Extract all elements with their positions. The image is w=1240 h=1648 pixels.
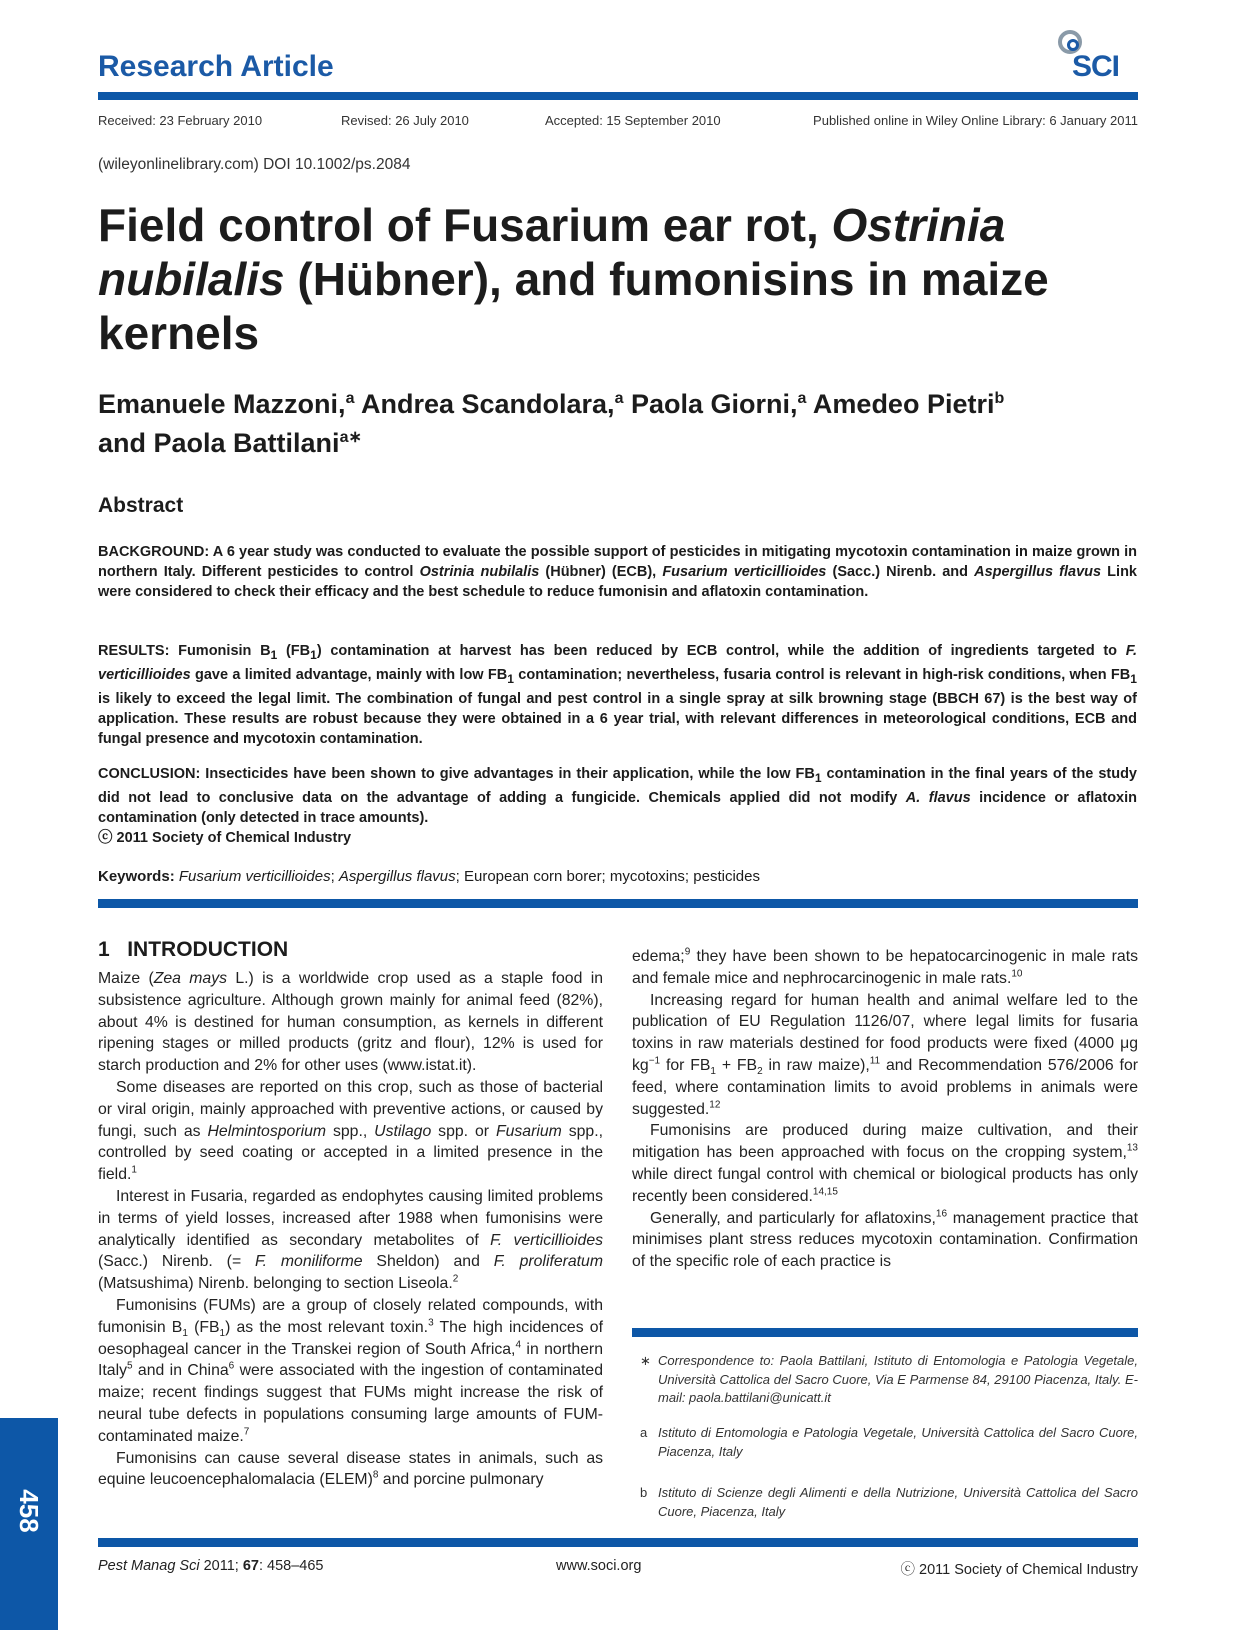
- paragraph: Fumonisins can cause several disease states in animals, such as equine leucoencephalomalacia (ELEM)$^8$ and porcine pulmonary: [98, 1449, 603, 1489]
- doi: (wileyonlinelibrary.com) DOI 10.1002/ps.2084: [98, 156, 411, 173]
- affiliation-a: Istituto di Entomologia e Patologia Vegetale, Università Cattolica del Sacro Cuore, Piacenza, Italy: [658, 1425, 1138, 1459]
- header-rule: [98, 92, 1138, 100]
- author-1-affiliation: a: [345, 390, 355, 407]
- logo-text: SCI: [1072, 50, 1120, 83]
- footnote-rule: [632, 1328, 1138, 1337]
- author-5: and Paola Battilani: [98, 428, 340, 458]
- sci-logo: [1058, 30, 1138, 84]
- article-title: [98, 198, 1148, 360]
- section-label: Research Article: [98, 50, 334, 83]
- keywords-label: Keywords:: [98, 868, 175, 885]
- abstract-heading: Abstract: [98, 494, 184, 517]
- affiliation-b-marker: b: [640, 1485, 648, 1500]
- keywords-text: Fusarium verticillioides; Aspergillus flavus; European corn borer; mycotoxins; pesticides: [178, 868, 760, 885]
- author-list: [98, 382, 1148, 460]
- accepted-date: Accepted: 15 September 2010: [545, 113, 721, 128]
- published-date: Published online in Wiley Online Library: 6 January 2011: [813, 113, 1138, 128]
- keywords: [98, 868, 760, 885]
- paragraph: Interest in Fusaria, regarded as endophytes causing limited problems in terms of yield losses, increased after 1988 when fumonisins were analytically identified as secondary metabolites of F. verticillioides (Sacc.) Nirenb. (= F. moniliforme Sheldon) and F. proliferatum (Matsushima) Nirenb. belonging to section Liseola.$^2$: [98, 1187, 604, 1293]
- author-2-affiliation: a: [614, 390, 624, 407]
- paragraph: Generally, and particularly for aflatoxins,$^{16}$ management practice that minimises plant stress reduces mycotoxin contamination. Confirmation of the specific role of each practice is: [632, 1208, 1138, 1271]
- section-number: 1: [98, 938, 110, 961]
- right-column: [632, 946, 1138, 1273]
- abstract-rule: [98, 899, 1138, 908]
- title-part-1: Field control of Fusarium ear rot,: [98, 199, 832, 251]
- revised-date: Revised: 26 July 2010: [341, 113, 469, 128]
- author-4: Amedeo Pietri: [806, 389, 995, 419]
- left-column: [98, 968, 603, 1491]
- title-part-2: Ostrinia nubilalis: [98, 199, 1006, 305]
- paragraph: edema;$^9$ they have been shown to be hepatocarcinogenic in male rats and female mice and nephrocarcinogenic in male rats.$^{10}$: [632, 946, 1138, 987]
- abstract-background: BACKGROUND: A 6 year study was conducted to evaluate the possible support of pesticides in mitigating mycotoxin contamination in maize grown in northern Italy. Different pesticides to control Ostrinia nubilalis (Hübner) (ECB), Fusarium verticillioides (Sacc.) Nirenb. and Aspergillus flavus Link were considered to check their efficacy and the best schedule to reduce fumonisin and aflatoxin contamination.: [98, 544, 1137, 600]
- section-title: INTRODUCTION: [127, 938, 289, 961]
- affiliation-b: Istituto di Scienze degli Alimenti e della Nutrizione, Università Cattolica del Sacro Cuore, Piacenza, Italy: [658, 1485, 1138, 1519]
- correspondence-marker: ∗: [640, 1353, 651, 1368]
- author-5-affiliation: a∗: [339, 429, 362, 446]
- abstract-conclusion-text: CONCLUSION: Insecticides have been shown to give advantages in their application, while the low $FB_1$ contamination in the final years of the study did not lead to conclusive data on the advantage of adding a fungicide. Chemicals applied did not modify A. flavus incidence or aflatoxin contamination (only detected in trace amounts).: [98, 766, 1137, 826]
- footer-rule: [98, 1538, 1138, 1547]
- author-1: Emanuele Mazzoni,: [98, 389, 346, 419]
- paragraph: Fumonisins are produced during maize cultivation, and their mitigation has been approached with focus on the cropping system,$^{13}$ while direct fungal control with chemical or biological products has only recently been considered.$^{14,15}$: [632, 1122, 1138, 1205]
- journal-citation: Pest Manag Sci 2011; 67: 458–465: [98, 1558, 324, 1574]
- author-2: Andrea Scandolara,: [354, 389, 615, 419]
- correspondence-footnote: Correspondence to: Paola Battilani, Istituto di Entomologia e Patologia Vegetale, Università Cattolica del Sacro Cuore, Via E Parmense 84, 29100 Piacenza, Italy. E-mail: paola.battilani@unicatt.it: [658, 1353, 1138, 1405]
- journal-website[interactable]: www.soci.org: [556, 1558, 642, 1574]
- author-3: Paola Giorni,: [623, 389, 798, 419]
- paragraph: Increasing regard for human health and animal welfare led to the publication of EU Regulation 1126/07, where legal limits for fusaria toxins in raw materials destined for food products were fixed (4000 μg $kg^{-1}$ for $FB_1 + FB_2$ in raw maize),$^{11}$ and Recommendation 576/2006 for feed, where contamination limits to avoid problems in animals were suggested.$^{12}$: [632, 991, 1138, 1118]
- affiliation-a-marker: a: [640, 1425, 648, 1440]
- section-heading: [98, 938, 288, 962]
- abstract-conclusion: [98, 764, 1137, 848]
- abstract-copyright: ⓒ 2011 Society of Chemical Industry: [98, 829, 352, 846]
- author-4-affiliation: b: [994, 390, 1005, 407]
- footer-copyright: ⓒ 2011 Society of Chemical Industry: [900, 1562, 1138, 1578]
- abstract-results: RESULTS: Fumonisin $B_1$ $(FB_1)$ contamination at harvest has been reduced by ECB control, while the addition of ingredients targeted to F. verticillioides gave a limited advantage, mainly with low $FB_1$ contamination; nevertheless, fusaria control is relevant in high-risk conditions, when $FB_1$ is likely to exceed the legal limit. The combination of fungal and pest control in a single spray at silk browning stage (BBCH 67) is the best way of application. These results are robust because they were obtained in a 6 year trial, with relevant differences in meteorological conditions, ECB and fungal presence and mycotoxin contamination.: [98, 643, 1137, 747]
- author-3-affiliation: a: [797, 390, 807, 407]
- paragraph: Fumonisins (FUMs) are a group of closely related compounds, with fumonisin $B_1$ $(FB_1)$ as the most relevant toxin.$^3$ The high incidences of oesophageal cancer in the Transkei region of South Africa,$^4$ in northern Italy$^5$ and in China$^6$ were associated with the ingestion of contaminated maize; recent findings suggest that FUMs might increase the risk of neural tube defects in populations consuming large amounts of FUM-contaminated maize.$^7$: [98, 1296, 603, 1445]
- page-number: 458: [14, 1489, 44, 1533]
- title-part-3: (Hübner), and fumonisins in maize kernels: [98, 253, 1049, 359]
- paragraph: Maize (Zea mays L.) is a worldwide crop used as a staple food in subsistence agriculture. Although grown mainly for animal feed (82%), about 4% is destined for human consumption, as kernels in different ripening stages or milled products (gritz and flour), 12% is used for starch production and 2% for other uses (www.istat.it).: [98, 970, 603, 1075]
- received-date: Received: 23 February 2010: [98, 113, 263, 128]
- paragraph: Some diseases are reported on this crop, such as those of bacterial or viral origin, mainly approached with preventive actions, or caused by fungi, such as Helmintosporium spp., Ustilago spp. or Fusarium spp., controlled by seed coating or accepted in a limited presence in the field.$^1$: [98, 1078, 603, 1184]
